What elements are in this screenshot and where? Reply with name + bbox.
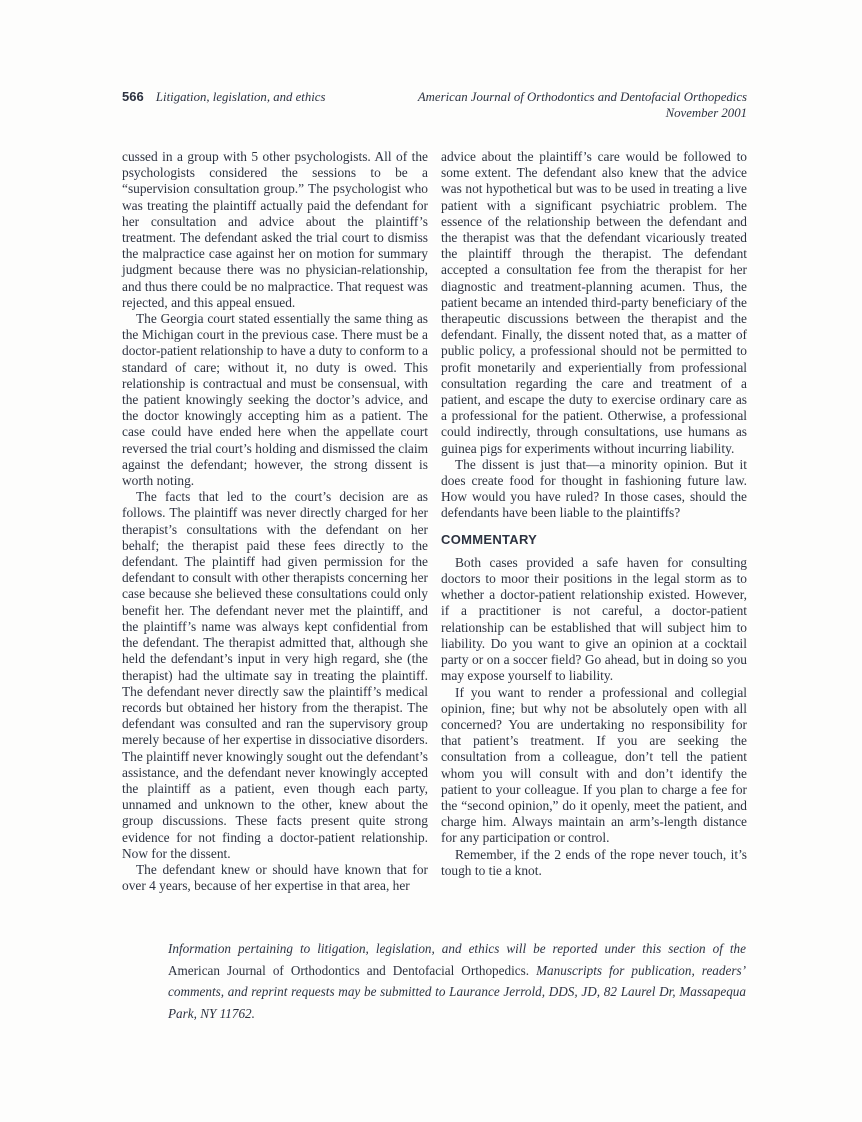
paragraph: The defendant knew or should have known that for over 4 years, because of her expertise in that area, her <box>122 861 428 894</box>
page-number: 566 <box>122 89 144 104</box>
paragraph: Remember, if the 2 ends of the rope never touch, it’s tough to tie a knot. <box>441 846 747 878</box>
editorial-note <box>168 938 746 1024</box>
right-column <box>441 149 747 894</box>
paragraph: The facts that led to the court’s decision are as follows. The plaintiff was never directly charged for her therapist’s consultations with the defendant on her behalf; the therapist paid these fees directly to the defendant. The plaintiff had given permission for the defendant to consult with other therapists concerning her case because she believed these consultations could only benefit her. The defendant never met the plaintiff, and the plaintiff’s name was always kept confidential from the defendant. The therapist admitted that, although she held the defendant’s input in very high regard, she (the therapist) had the ultimate say in treating the plaintiff. The defendant never directly saw the plaintiff’s medical records but obtained her history from the therapist. The defendant was consulted and ran the supervisory group merely because of her expertise in dissociative disorders. The plaintiff never knowingly sought out the defendant’s assistance, and the defendant never knowingly accepted the plaintiff as a patient, even though each party, unnamed and unknown to the other, knew about the group discussions. These facts present quite strong evidence for not finding a doctor-patient relationship. Now for the dissent. <box>122 489 428 861</box>
paragraph: cussed in a group with 5 other psychologists. All of the psychologists considered the sessions to be a “supervision consultation group.” The psychologist who was treating the plaintiff actually paid the defendant for her consultation and advice about the plaintiff’s treatment. The defendant asked the trial court to dismiss the malpractice case against her on motion for summary judgment because there was no physician-relationship, and thus there could be no malpractice. That request was rejected, and this appeal ensued. <box>122 149 428 310</box>
running-header-left <box>122 89 325 105</box>
running-header-right <box>418 89 747 121</box>
editorial-note-italic-lead: Information pertaining to litigation, legislation, and ethics will be reported under this section of the <box>168 941 746 956</box>
paragraph: advice about the plaintiff’s care would be followed to some extent. The defendant also knew that the advice was not hypothetical but was to be used in treating a live patient with a significant psychiatric problem. The essence of the relationship between the defendant and the therapist was that the defendant vicariously treated the plaintiff through the therapist. The defendant accepted a consultation fee from the therapist for her diagnostic and treatment-planning acumen. Thus, the patient became an intended third-party beneficiary of the therapeutic discussions between the therapist and the defendant. Finally, the dissent noted that, as a matter of public policy, a professional should not be permitted to profit monetarily and experientially from professional consultation regarding the care and treatment of a patient, and escape the duty to exercise ordinary care as a professional for the patient. Otherwise, a professional could indirectly, through consultations, use humans as guinea pigs for experiments without incurring liability. <box>441 149 747 456</box>
article-body <box>122 149 747 894</box>
editorial-note-italic-tail: Manuscripts for publication, readers’ comments, and reprint requests may be submitted to Laurance Jerrold, DDS, JD, 82 Laurel Dr, Massapequa Park, NY 11762. <box>168 962 746 1021</box>
paragraph: If you want to render a professional and collegial opinion, fine; but why not be absolutely open with all concerned? You are undertaking no responsibility for that patient’s treatment. If you are seeking the consultation from a colleague, don’t tell the patient whom you will consult with and don’t identify the patient to your colleague. If you plan to charge a fee for the “second opinion,” do it openly, meet the patient, and charge him. Always maintain an arm’s-length distance for any participation or control. <box>441 684 747 846</box>
section-title: Litigation, legislation, and ethics <box>155 90 326 104</box>
issue-date: November 2001 <box>665 106 747 120</box>
editorial-note-journal-title: American Journal of Orthodontics and Dentofacial Orthopedics. <box>168 962 537 978</box>
paragraph: The dissent is just that—a minority opinion. But it does create food for thought in fashioning future law. How would you have ruled? In those cases, should the defendants have been liable to the plaintiffs? <box>441 456 747 521</box>
left-column <box>122 149 428 894</box>
running-header <box>122 89 747 121</box>
journal-name: American Journal of Orthodontics and Dentofacial Orthopedics <box>417 90 747 104</box>
paragraph: Both cases provided a safe haven for consulting doctors to moor their positions in the legal storm as to whether a doctor-patient relationship existed. However, if a practitioner is not careful, a doctor-patient relationship can be established that will subject him to liability. Do you want to give an opinion at a cocktail party or on a soccer field? Go ahead, but in doing so you may expose yourself to liability. <box>441 554 747 684</box>
paragraph: The Georgia court stated essentially the same thing as the Michigan court in the previous case. There must be a doctor-patient relationship to have a duty to conform to a standard of care; without it, no duty is owed. This relationship is contractual and must be consensual, with the patient knowingly seeking the doctor’s advice, and the doctor knowingly accepting him as a patient. The case could have ended here when the appellate court reversed the trial court’s holding and dismissed the claim against the defendant; however, the strong dissent is worth noting. <box>122 311 428 489</box>
commentary-heading: COMMENTARY <box>441 531 538 547</box>
